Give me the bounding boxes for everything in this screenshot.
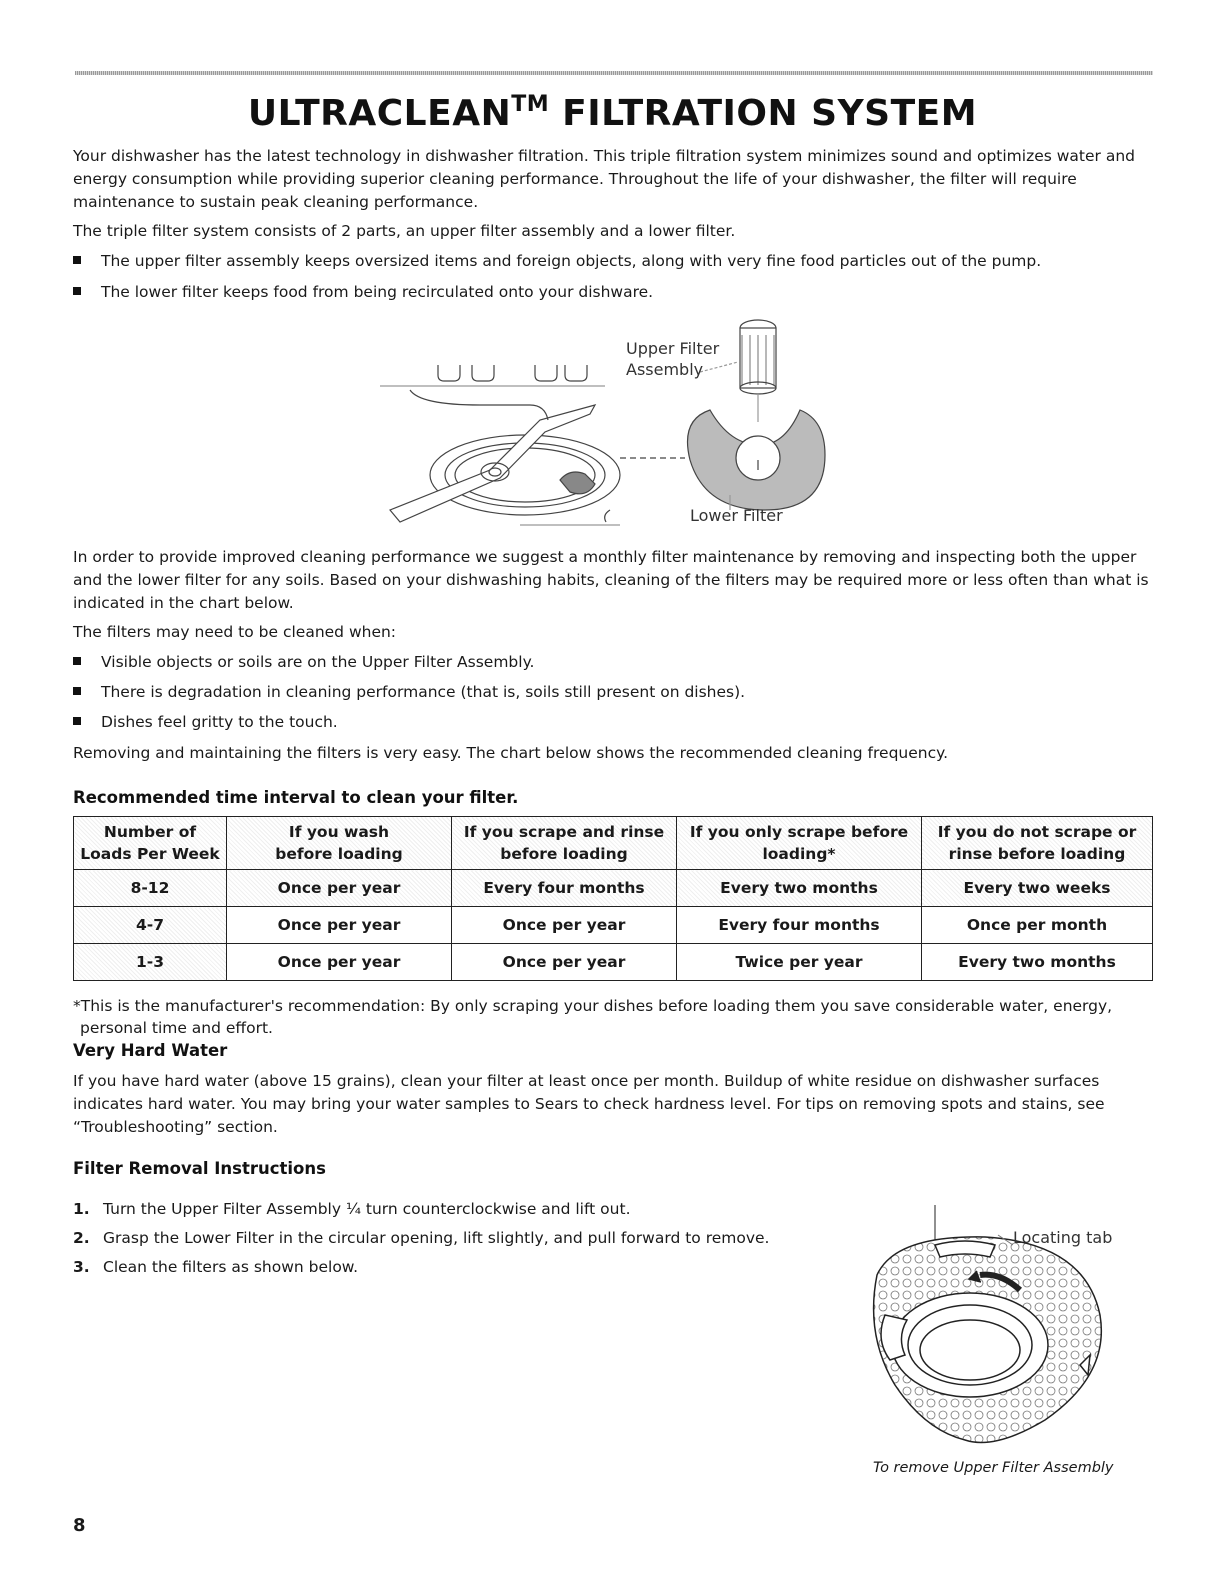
table-cell: 8-12 [74,870,227,907]
easy-paragraph: Removing and maintaining the filters is very easy. The chart below shows the recommended cleaning frequency. [73,744,949,762]
bullet-icon [73,687,81,695]
table-cell: Once per month [922,907,1153,944]
table-cell: Every four months [452,870,677,907]
table-row [74,870,1153,907]
step-number: 3. [73,1258,90,1276]
lower-filter-label: Lower Filter [690,506,783,525]
page-title: ULTRACLEAN™ FILTRATION SYSTEM [247,92,978,134]
parts-paragraph: The triple filter system consists of 2 parts, an upper filter assembly and a lower filter. [73,222,736,240]
footnote: personal time and effort. [80,1019,273,1037]
table-cell: 4-7 [74,907,227,944]
table-row [74,907,1153,944]
step-text: Grasp the Lower Filter in the circular opening, lift slightly, and pull forward to remove. [103,1229,770,1247]
upper-filter-label: Assembly [626,360,704,379]
cleaning-frequency-table [73,816,1153,981]
when-paragraph: The filters may need to be cleaned when: [73,623,397,641]
table-header: If you only scrape before loading* [677,817,922,870]
bullet-item: Dishes feel gritty to the touch. [73,711,1153,734]
bullet-item: There is degradation in cleaning performance (that is, soils still present on dishes). [73,681,1153,704]
hard-water-heading: Very Hard Water [73,1041,228,1060]
diagram-caption: To remove Upper Filter Assembly [873,1460,1114,1476]
table-header: If you scrape and rinse before loading [452,817,677,870]
table-cell: 1-3 [74,944,227,981]
bullet-icon [73,657,81,665]
table-cell: Twice per year [677,944,922,981]
table-cell: Once per year [452,944,677,981]
bullet-item: Visible objects or soils are on the Upper Filter Assembly. [73,651,1153,674]
table-cell: Once per year [227,870,452,907]
intro-paragraph: Your dishwasher has the latest technology in dishwasher filtration. This triple filtration system minimizes sound and optimizes water and energy consumption while providing superior cleaning performance. Throughout the life of your dishwasher, the filter will require maintenance to sustain peak cleaning performance. [73,147,1135,211]
upper-filter-label: Upper Filter [626,339,720,358]
page-number: 8 [73,1515,86,1536]
step-number: 2. [73,1229,90,1247]
table-cell: Once per year [227,907,452,944]
table-row [74,944,1153,981]
table-header: If you do not scrape or rinse before loading [922,817,1153,870]
step-number: 1. [73,1200,90,1218]
table-cell: Every four months [677,907,922,944]
bullet-icon [73,256,81,264]
bullet-icon [73,717,81,725]
table-header: If you wash before loading [227,817,452,870]
removal-heading: Filter Removal Instructions [73,1159,326,1178]
table-header-row [74,817,1153,870]
table-cell: Every two weeks [922,870,1153,907]
bullet-item: The upper filter assembly keeps oversized items and foreign objects, along with very fine food particles out of the pump. [73,250,1153,273]
filter-diagram [380,310,840,535]
footnote: *This is the manufacturer's recommendation: By only scraping your dishes before loading them you save considerable water, energy, [73,997,1113,1015]
table-cell: Once per year [227,944,452,981]
maintenance-paragraph: In order to provide improved cleaning performance we suggest a monthly filter maintenance by removing and inspecting both the upper and the lower filter for any soils. Based on your dishwashing habits, cleaning of the filters may be required more or less often than what is indicated in the chart below. [73,548,1149,612]
locating-tab-label: Locating tab [1013,1228,1113,1247]
bullet-icon [73,287,81,295]
table-heading: Recommended time interval to clean your filter. [73,788,519,807]
step-text: Clean the filters as shown below. [103,1258,358,1276]
bullet-item: The lower filter keeps food from being recirculated onto your dishware. [73,281,1153,304]
top-rule [75,71,1153,75]
step-text: Turn the Upper Filter Assembly ¼ turn counterclockwise and lift out. [103,1200,631,1218]
table-cell: Every two months [677,870,922,907]
table-cell: Once per year [452,907,677,944]
hard-water-paragraph: If you have hard water (above 15 grains), clean your filter at least once per month. Buildup of white residue on dishwasher surfaces indicates hard water. You may bring your water samples to Sears to check hardness level. For tips on removing spots and stains, see “Troubleshooting” section. [73,1072,1105,1136]
table-header: Number of Loads Per Week [74,817,227,870]
table-cell: Every two months [922,944,1153,981]
